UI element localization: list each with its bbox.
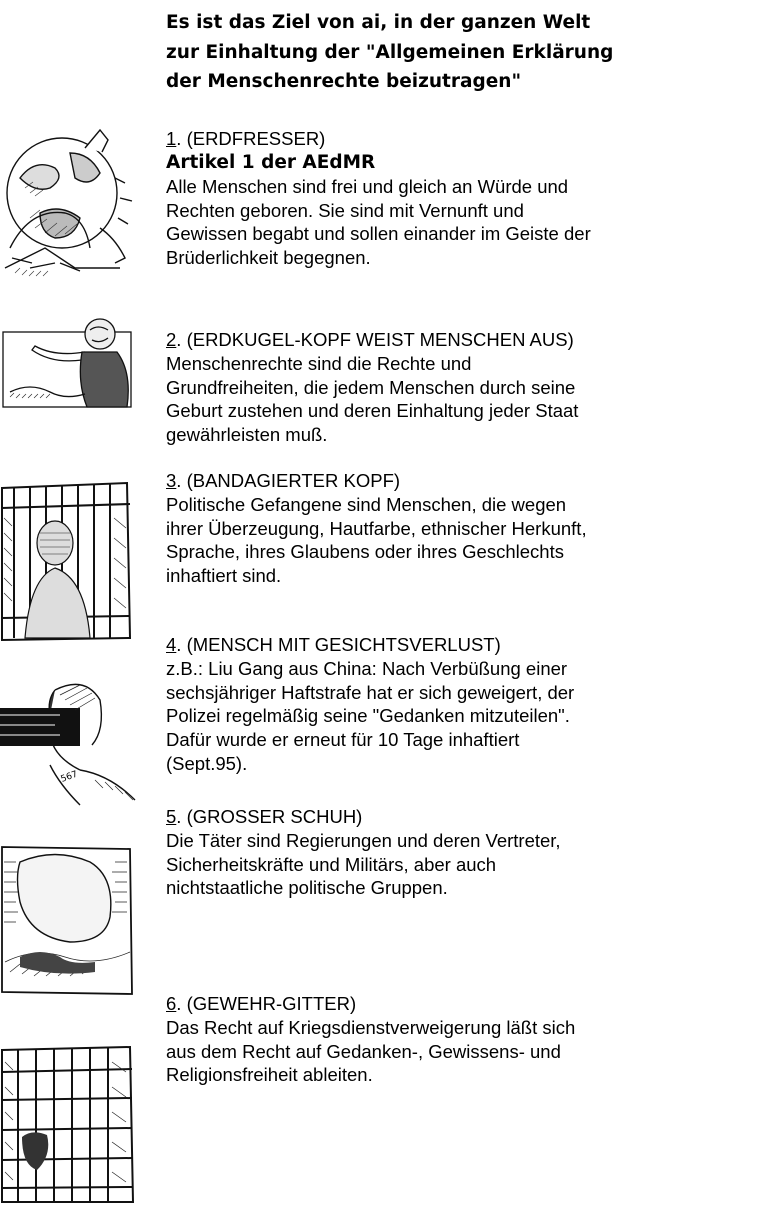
item-text-line: (Sept.95).	[166, 752, 248, 774]
gewehr-gitter-illustration	[0, 1042, 140, 1207]
item-number: 5	[166, 806, 177, 827]
item-title: . (ERDKUGEL-KOPF WEIST MENSCHEN AUS)	[176, 329, 574, 350]
item-5	[166, 805, 726, 900]
item-text-line: Religionsfreiheit ableiten.	[166, 1064, 373, 1086]
item-number: 4	[166, 634, 177, 655]
item-text-line: inhaftiert sind.	[166, 565, 282, 587]
item-title: . (BANDAGIERTER KOPF)	[176, 470, 401, 491]
heading-line: zur Einhaltung der "Allgemeinen Erklärung	[166, 41, 614, 63]
item-text-line: Das Recht auf Kriegsdienstverweigerung läßt sich	[166, 1016, 576, 1038]
item-title: . (MENSCH MIT GESICHTSVERLUST)	[176, 634, 501, 655]
item-text-line: Polizei regelmäßig seine "Gedanken mitzuteilen".	[166, 705, 570, 727]
item-number: 2	[166, 329, 177, 350]
item-text-line: Alle Menschen sind frei und gleich an Würde und	[166, 175, 569, 197]
item-text-line: Die Täter sind Regierungen und deren Vertreter,	[166, 829, 561, 851]
item-title: . (ERDFRESSER)	[176, 128, 326, 149]
badge-number: 567	[59, 769, 80, 785]
item-text-line: Menschenrechte sind die Rechte und	[166, 352, 472, 374]
item-number: 3	[166, 470, 177, 491]
heading-line: Es ist das Ziel von ai, in der ganzen Welt	[166, 12, 591, 33]
item-number: 1	[166, 128, 177, 149]
item-4	[166, 633, 726, 776]
gesichtsverlust-illustration	[0, 670, 140, 810]
item-text-line: Geburt zustehen und deren Einhaltung jeder Staat	[166, 400, 579, 422]
item-text-line: Grundfreiheiten, die jedem Menschen durch seine	[166, 376, 576, 398]
item-text-line: aus dem Recht auf Gedanken-, Gewissens- und	[166, 1040, 561, 1062]
item-2	[166, 328, 726, 447]
item-text-line: Sicherheitskräfte und Militärs, aber auch	[166, 853, 497, 875]
item-text-line: gewährleisten muß.	[166, 424, 328, 446]
erdfresser-illustration	[0, 118, 140, 283]
item-title: . (GROSSER SCHUH)	[176, 806, 363, 827]
item-text-line: sechsjähriger Haftstrafe hat er sich geweigert, der	[166, 681, 575, 703]
item-text-line: ihrer Überzeugung, Hautfarbe, ethnischer Herkunft,	[166, 517, 587, 539]
item-text-line: Gewissen begabt und sollen einander im Geiste der	[166, 223, 591, 245]
item-text-line: nichtstaatliche politische Gruppen.	[166, 877, 448, 899]
bandagierter-kopf-illustration	[0, 478, 135, 643]
page-heading	[166, 8, 686, 97]
item-subtitle: Artikel 1 der AEdMR	[166, 151, 376, 173]
item-6	[166, 992, 726, 1087]
item-text-line: Politische Gefangene sind Menschen, die wegen	[166, 493, 567, 515]
grosser-schuh-illustration	[0, 842, 140, 997]
item-3	[166, 469, 726, 588]
item-text-line: z.B.: Liu Gang aus China: Nach Verbüßung einer	[166, 657, 568, 679]
item-number: 6	[166, 993, 177, 1014]
erdkugel-kopf-illustration	[0, 312, 140, 412]
item-1	[166, 127, 726, 270]
item-text-line: Sprache, ihres Glaubens oder ihres Geschlechts	[166, 541, 564, 563]
item-text-line: Dafür wurde er erneut für 10 Tage inhaftiert	[166, 729, 520, 751]
item-text-line: Rechten geboren. Sie sind mit Vernunft und	[166, 199, 524, 221]
item-title: . (GEWEHR-GITTER)	[176, 993, 357, 1014]
item-text-line: Brüderlichkeit begegnen.	[166, 247, 371, 269]
heading-line: der Menschenrechte beizutragen"	[166, 71, 522, 92]
